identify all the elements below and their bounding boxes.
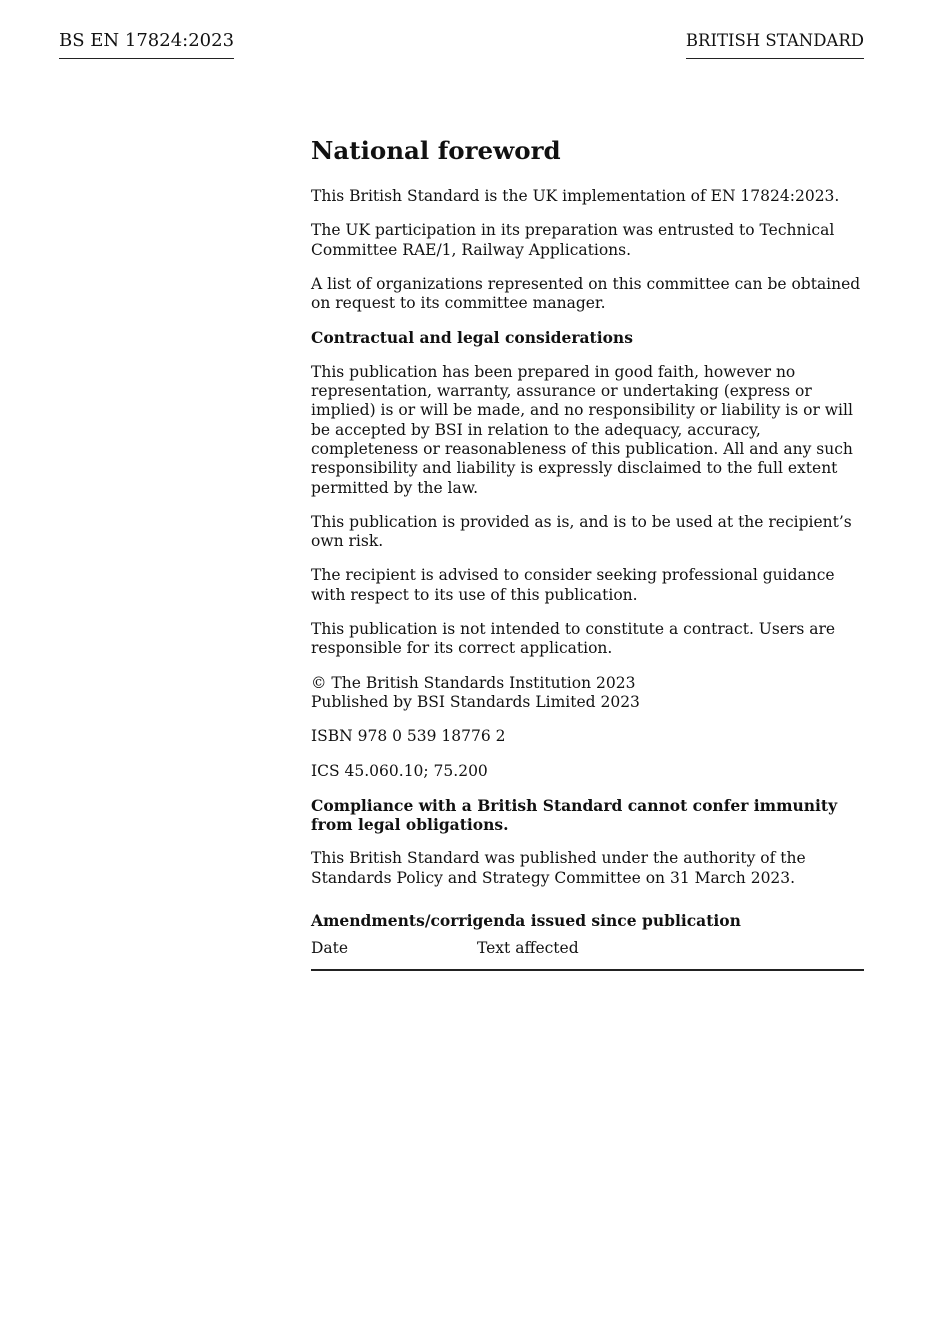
- paragraph-participation: The UK participation in its preparation was entrusted to Technical Committee RAE/1, Railway Applications.: [311, 221, 835, 259]
- foreword-body: [311, 136, 864, 971]
- paragraph-own-risk: This publication is provided as is, and is to be used at the recipient’s own risk.: [311, 512, 852, 551]
- standard-label: BRITISH STANDARD: [686, 30, 864, 59]
- paragraph-not-contract: This publication is not intended to constitute a contract. Users are responsible for its correct application.: [311, 620, 836, 658]
- document-id: BS EN 17824:2023: [59, 30, 234, 59]
- copyright-line: © The British Standards Institution 2023: [311, 673, 636, 692]
- page-title: National foreword: [311, 136, 561, 165]
- contractual-heading: Contractual and legal considerations: [311, 328, 633, 348]
- ics: ICS 45.060.10; 75.200: [311, 761, 488, 780]
- column-header-date: Date: [311, 939, 349, 958]
- compliance-statement: Compliance with a British Standard cannot confer immunity from legal obligations.: [311, 795, 838, 835]
- column-header-text-affected: Text affected: [477, 939, 579, 958]
- paragraph-committee-list: A list of organizations represented on this committee can be obtained on request to its committee manager.: [311, 274, 861, 313]
- paragraph-implementation: This British Standard is the UK implementation of EN 17824:2023.: [311, 187, 840, 205]
- publisher-line: Published by BSI Standards Limited 2023: [311, 692, 640, 711]
- amendments-table: [311, 939, 864, 970]
- paragraph-guidance: The recipient is advised to consider seeking professional guidance with respect to its use of this publication.: [311, 566, 835, 604]
- paragraph-authority: This British Standard was published under the authority of the Standards Policy and Strategy Committee on 31 March 2023.: [311, 849, 806, 887]
- isbn: ISBN 978 0 539 18776 2: [311, 727, 506, 746]
- amendments-title: Amendments/corrigenda issued since publication: [311, 911, 741, 931]
- paragraph-good-faith: This publication has been prepared in good faith, however no representation, warranty, assurance or undertaking (express or implied) is or will be made, and no responsibility or liability is or will be accepted by BSI in relation to the adequacy, accuracy, completeness or reasonableness of this publication. All and any such responsibility and liability is expressly disclaimed to the full extent permitted by the law.: [311, 362, 853, 497]
- copyright-block: [311, 674, 864, 713]
